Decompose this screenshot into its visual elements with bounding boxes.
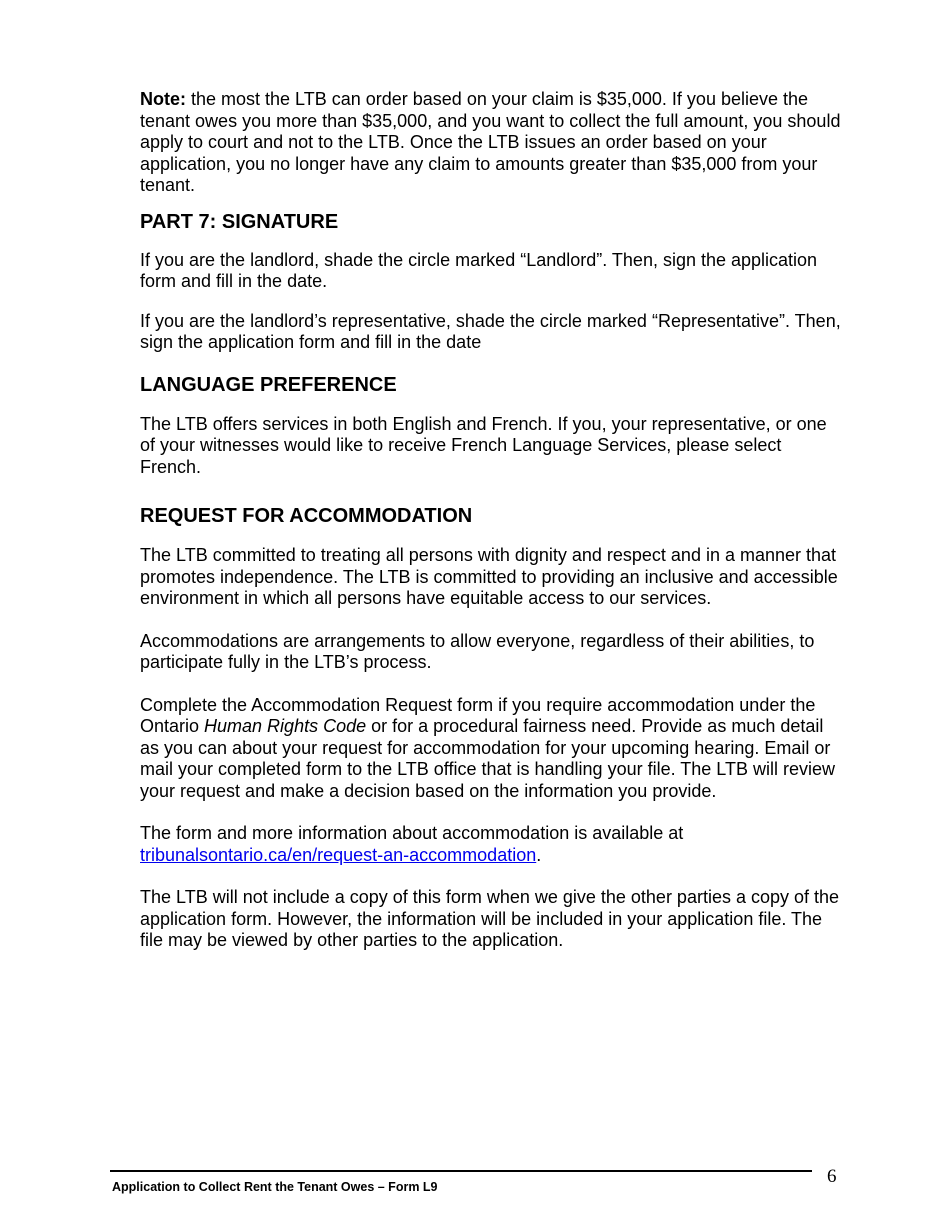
accommodation-paragraph-4 bbox=[140, 823, 845, 866]
accommodation-paragraph-3 bbox=[140, 695, 845, 803]
accommodation-p3-after: or for a procedural fairness need. Provide as much detail as you can about your request for accommodation for your upcoming hearing. Email or mail your completed form to the LTB office that is handling your file. The LTB will review your request and make a decision based on the information you provide. bbox=[140, 716, 835, 801]
note-label: Note: bbox=[140, 89, 186, 109]
accommodation-request-link[interactable]: tribunalsontario.ca/en/request-an-accommodation bbox=[140, 844, 537, 865]
footer-divider bbox=[110, 1170, 812, 1172]
footer-form-title: Application to Collect Rent the Tenant Owes – Form L9 bbox=[112, 1180, 438, 1194]
human-rights-code-title: Human Rights Code bbox=[204, 716, 367, 736]
accommodation-p4-text: The form and more information about accommodation is available at bbox=[140, 823, 684, 843]
accommodation-paragraph-5: The LTB will not include a copy of this form when we give the other parties a copy of the application form. However, the information will be included in your application file. The file may be viewed by other parties to the application. bbox=[140, 887, 840, 950]
document-body bbox=[140, 89, 845, 952]
part7-representative-paragraph: If you are the landlord’s representative, shade the circle marked “Representative”. Then, sign the application form and fill in the date bbox=[140, 310, 841, 352]
part7-heading: PART 7: SIGNATURE bbox=[140, 210, 339, 233]
language-paragraph: The LTB offers services in both English and French. If you, your representative, or one of your witnesses would like to receive French Language Services, please select French. bbox=[140, 413, 827, 477]
accommodation-p3-before: Complete the Accommodation Request form if you require accommodation under the Ontario bbox=[140, 694, 816, 736]
accommodation-heading: REQUEST FOR ACCOMMODATION bbox=[140, 505, 473, 527]
page-number: 6 bbox=[827, 1166, 837, 1187]
part7-landlord-paragraph: If you are the landlord, shade the circle marked “Landlord”. Then, sign the application form and fill in the date. bbox=[140, 249, 818, 291]
accommodation-paragraph-1: The LTB committed to treating all persons with dignity and respect and in a manner that promotes independence. The LTB is committed to providing an inclusive and accessible environment in which all persons have equitable access to our services. bbox=[140, 545, 838, 608]
accommodation-p4-end: . bbox=[536, 844, 542, 865]
language-heading: LANGUAGE PREFERENCE bbox=[140, 373, 397, 396]
accommodation-paragraph-2: Accommodations are arrangements to allow everyone, regardless of their abilities, to participate fully in the LTB’s process. bbox=[140, 630, 815, 672]
note-paragraph bbox=[140, 89, 845, 197]
note-text: the most the LTB can order based on your claim is $35,000. If you believe the tenant owes you more than $35,000, and you want to collect the full amount, you should apply to court and not to the LTB. Once the LTB issues an order based on your application, you no longer have any claim to amounts greater than $35,000 from your tenant. bbox=[140, 89, 841, 195]
